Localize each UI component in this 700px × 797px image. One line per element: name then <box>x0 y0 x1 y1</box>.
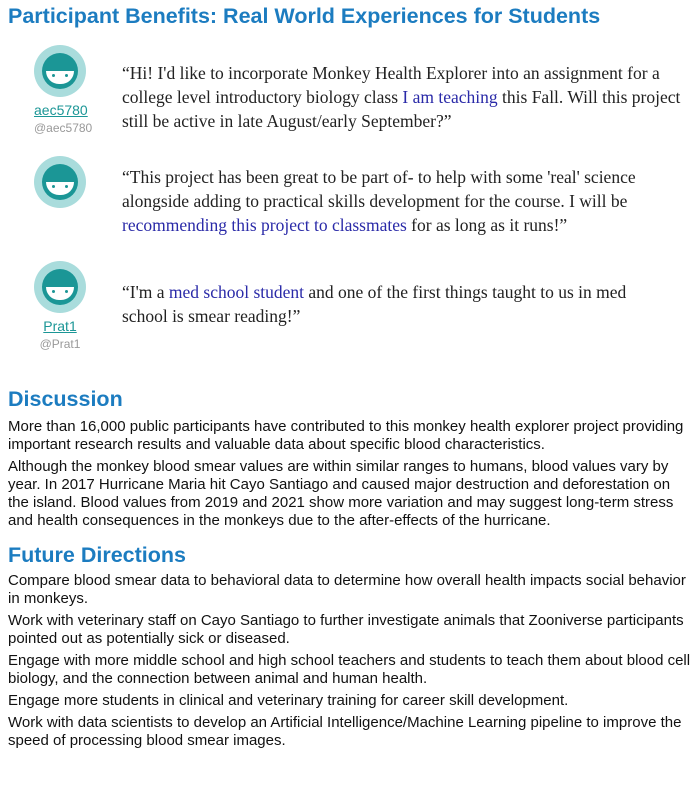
testimonials <box>8 45 692 386</box>
discussion-paragraph: Although the monkey blood smear values are within similar ranges to humans, blood values vary by year. In 2017 Hurricane Maria hit Cayo Santiago and caused major destruction and deforestation on the island. Blood values from 2019 and 2021 show more variation and may suggest long-term stress and health consequences in the monkeys due to the after-effects of the hurricane. <box>8 458 674 529</box>
user-handle: @Prat1 <box>39 337 81 351</box>
testimonial <box>8 157 692 261</box>
avatar-icon[interactable] <box>34 261 86 313</box>
username-link[interactable]: aec5780 <box>34 102 88 118</box>
quote-text: this Fall. Will this project still be active in late August/early September?” <box>122 87 681 131</box>
quote-text: “This project has been great to be part of- to help with some 'real' science alongside adding to practical skills development for the course. I will be <box>122 167 636 211</box>
testimonial <box>8 261 692 386</box>
quote-text: and one of the first things taught to us in med school is smear reading!” <box>122 282 627 326</box>
future-item: Work with data scientists to develop an Artificial Intelligence/Machine Learning pipeline to improve the speed of processing blood smear images. <box>8 714 682 749</box>
future-directions-heading: Future Directions <box>8 543 186 567</box>
future-item: Work with veterinary staff on Cayo Santiago to further investigate animals that Zooniverse participants pointed out as potentially sick or diseased. <box>8 612 684 647</box>
discussion-paragraph: More than 16,000 public participants have contributed to this monkey health explorer project providing important research results and valuable data about specific blood characteristics. <box>8 418 684 453</box>
testimonial-quote <box>122 165 697 237</box>
username-link[interactable]: Prat1 <box>43 318 77 334</box>
quote-text: “Hi! I'd like to incorporate Monkey Health Explorer into an assignment for a college level introductory biology class <box>122 63 660 107</box>
testimonial-quote <box>122 280 662 328</box>
avatar-icon[interactable] <box>34 45 86 97</box>
future-item: Engage with more middle school and high school teachers and students to teach them about blood cell biology, and the connection between animal and human health. <box>8 652 691 687</box>
quote-highlight: recommending this project to classmates <box>122 215 407 235</box>
quote-highlight: I am teaching <box>402 87 498 107</box>
avatar-icon[interactable] <box>34 156 86 208</box>
page-title: Participant Benefits: Real World Experiences for Students <box>8 4 601 28</box>
discussion-section <box>8 386 692 530</box>
quote-text: for as long as it runs!” <box>406 215 568 235</box>
user-handle: @aec5780 <box>34 121 93 135</box>
user-avatar-block <box>34 156 86 208</box>
future-directions-section <box>8 542 692 750</box>
testimonial-quote <box>122 61 697 133</box>
discussion-heading: Discussion <box>8 387 123 411</box>
future-item: Compare blood smear data to behavioral data to determine how overall health impacts social behavior in monkeys. <box>8 572 686 607</box>
testimonial <box>8 45 692 157</box>
user-avatar-block <box>34 45 93 135</box>
quote-highlight: med school student <box>168 282 305 302</box>
future-item: Engage more students in clinical and veterinary training for career skill development. <box>8 692 569 709</box>
quote-text: “I'm a <box>122 282 169 302</box>
user-avatar-block <box>34 261 86 351</box>
